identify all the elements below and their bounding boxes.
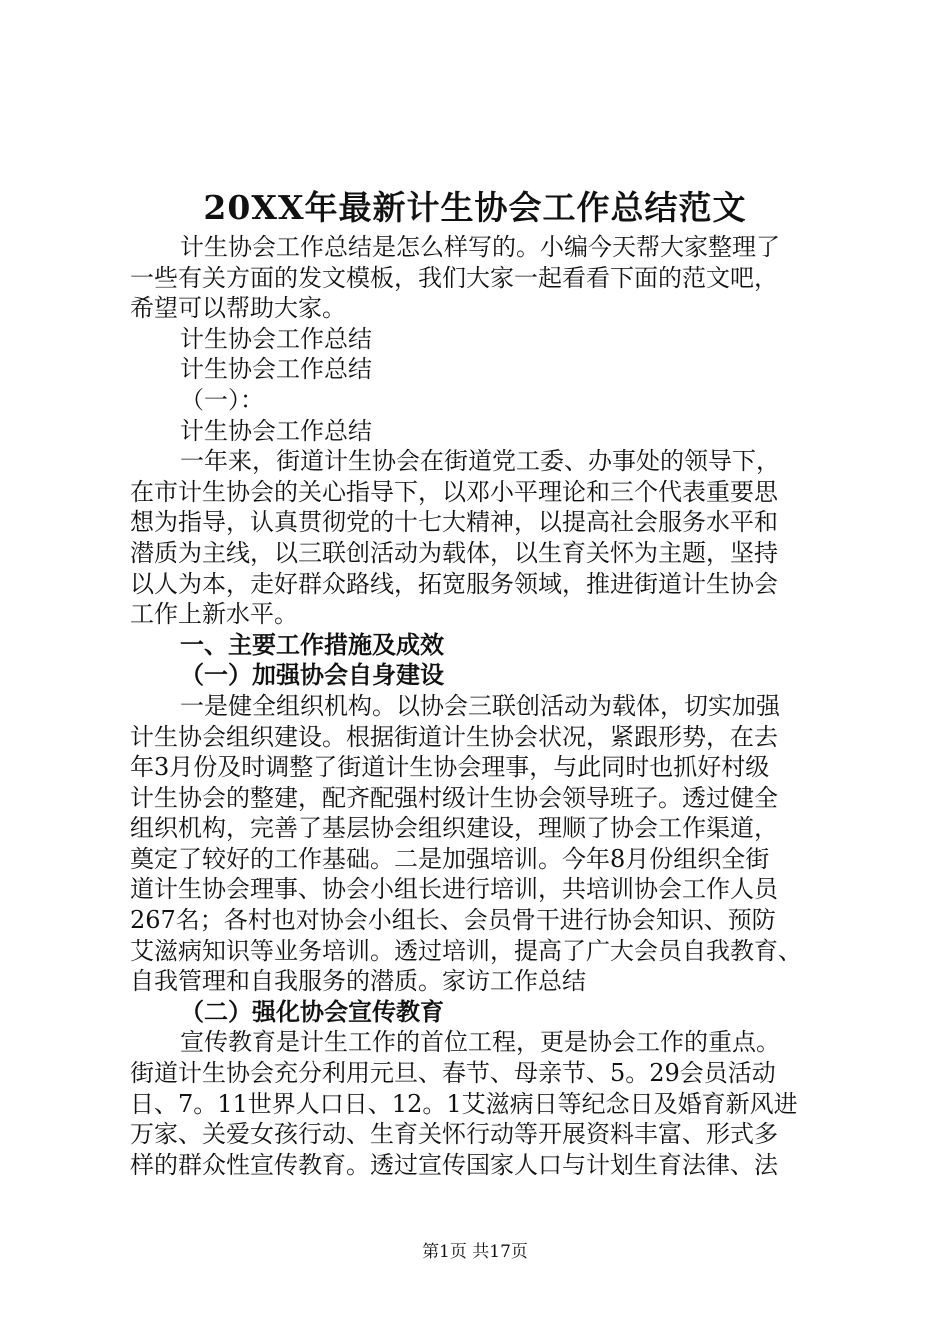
text-line: 想为指导，认真贯彻党的十七大精神，以提高社会服务水平和 [130,508,778,537]
text-line: 以人为本，走好群众路线，拓宽服务领域，推进街道计生协会 [130,569,778,598]
document-body [130,232,850,1180]
text-line: 万家、关爱女孩行动、生育关怀行动等开展资料丰富、形式多 [130,1120,778,1149]
text-line: 自我管理和自我服务的潜质。家访工作总结 [130,967,586,996]
text-line: 计生协会的整建，配齐配强村级计生协会领导班子。透过健全 [130,783,778,812]
text-line: 在市计生协会的关心指导下，以邓小平理论和三个代表重要思 [130,477,778,506]
text-line: 一是健全组织机构。以协会三联创活动为载体，切实加强 [180,691,780,720]
text-line: 计生协会工作总结 [180,416,372,445]
text-line: 计生协会组织建设。根据街道计生协会状况，紧跟形势，在去 [130,722,778,751]
text-line: 计生协会工作总结 [180,324,372,353]
text-line: （一）： [180,385,264,414]
text-line: 267名；各村也对协会小组长、会员骨干进行协会知识、预防 [130,906,776,935]
text-line: 希望可以帮助大家。 [130,294,346,323]
text-line: 潜质为主线，以三联创活动为载体，以生育关怀为主题，坚持 [130,538,778,567]
text-line: 艾滋病知识等业务培训。透过培训，提高了广大会员自我教育、 [130,936,802,965]
text-line: 街道计生协会充分利用元旦、春节、母亲节、5。29会员活动 [130,1059,776,1088]
text-line: 计生协会工作总结是怎么样写的。小编今天帮大家整理了 [180,233,780,261]
text-line: 组织机构，完善了基层协会组织建设，理顺了协会工作渠道， [130,814,778,843]
section-heading: 一、主要工作措施及成效 [180,630,444,659]
document-title: 20XX年最新计生协会工作总结范文 [203,188,747,227]
text-line: 计生协会工作总结 [180,355,372,384]
text-line: 一年来，街道计生协会在街道党工委、办事处的领导下， [180,447,780,476]
text-line: 道计生协会理事、协会小组长进行培训，共培训协会工作人员 [130,875,778,904]
page-footer: 第1页 共17页 [422,1242,528,1262]
text-line: 工作上新水平。 [130,600,298,629]
text-line: 年3月份及时调整了街道计生协会理事，与此同时也抓好村级 [130,753,770,782]
text-line: 样的群众性宣传教育。透过宣传国家人口与计划生育法律、法 [130,1150,778,1179]
text-line: 一些有关方面的发文模板，我们大家一起看看下面的范文吧， [130,263,778,292]
section-heading: （二）强化协会宣传教育 [180,997,444,1026]
text-line: 宣传教育是计生工作的首位工程，更是协会工作的重点。 [180,1028,780,1057]
text-line: 日、7。11世界人口日、12。1艾滋病日等纪念日及婚育新风进 [130,1089,798,1118]
section-heading: （一）加强协会自身建设 [180,661,444,690]
text-line: 奠定了较好的工作基础。二是加强培训。今年8月份组织全街 [130,844,770,873]
